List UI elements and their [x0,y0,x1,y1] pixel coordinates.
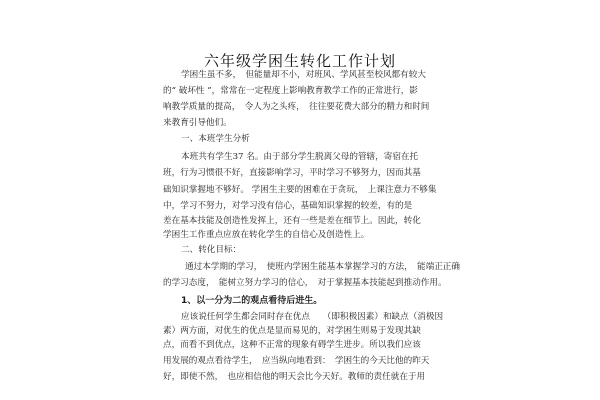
paragraph-line: 差在基本技能及创造性发挥上，还有一些是差在细节上。因此，转化 [163,216,421,226]
paragraph-line: 本班共有学生37 名。由于部分学生脱离父母的管辖，寄宿在托 [181,152,419,162]
paragraph-line: 中，学习不努力，对学习没有信心，基础知识掌握的较差，有的是 [163,201,413,211]
paragraph-line: 的学习态度， 能树立努力学习的信心， 对于掌握基本技能起到推动作用。 [163,278,447,288]
paragraph-line: 点，而看不到优点，这种不正常的现象有碍学生进步。所以我们应该 [163,340,421,350]
paragraph-line: 的“ 破坏性 ”，常常在一定程度上影响教育教学工作的正常进行，影 [163,86,418,96]
paragraph-line: 素）两方面，对优生的优点是显而易见的，对学困生则易于发现其缺 [163,326,421,336]
paragraph-line: 础知识掌握地不够好。 学困生主要的困难在于贪玩， 上课注意力不够集 [163,185,437,195]
section-heading: 二、转化目标： [181,245,242,255]
paragraph-line: 学困生虽不多， 但能量却不小，对班风、学风甚至校风都有较大 [181,70,426,80]
paragraph-line: 用发展的观点看待学生， 应当纵向地看到： 学困生的今天比他的昨天 [163,356,430,366]
subsection-heading: 1、以一分为二的观点看待后进生。 [181,296,323,306]
document-title: 六年级学困生转化工作计划 [203,52,396,70]
paragraph-line: 通过本学期的学习， 使班内学困生能基本掌握学习的方法， 能端正正确 [185,262,460,272]
paragraph-line: 班，行为习惯很不好，直接影响学习，平时学习不够努力，因而其基 [163,168,421,178]
paragraph-line: 来教育引导他们。 [163,118,232,128]
section-heading: 一、本班学生分析 [181,134,250,144]
paragraph-line: 好，即使不然， 也应相信他的明天会比今天好。教师的责任就在于用 [163,372,426,382]
paragraph-line: 应该说任何学生都会同时存在优点 （即积极因素）和缺点（消极因 [181,312,444,322]
paragraph-line: 响教学质量的提高， 令人为之头疼， 往往要花费大部分的精力和时间 [163,102,430,112]
paragraph-line: 学困生工作重点应放在转化学生的自信心及创造性上。 [163,230,370,240]
